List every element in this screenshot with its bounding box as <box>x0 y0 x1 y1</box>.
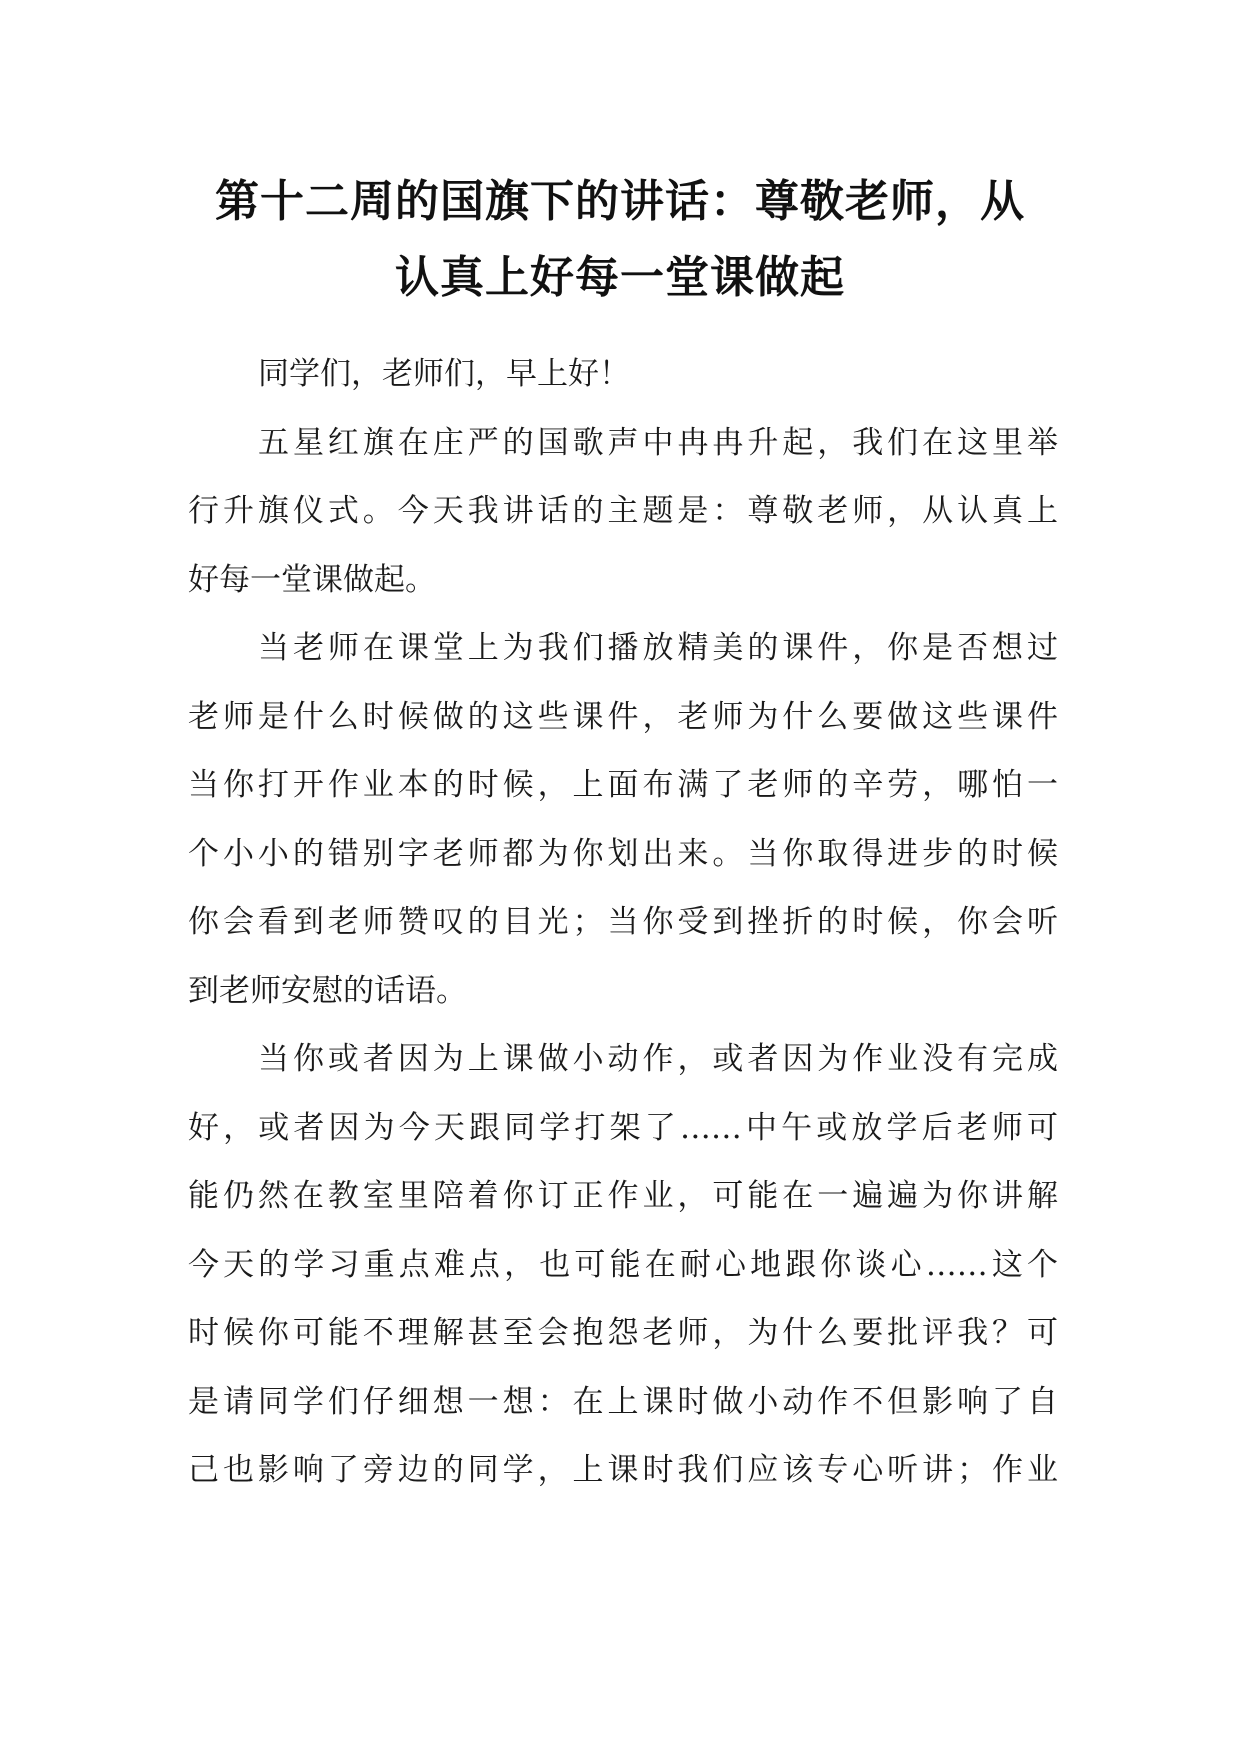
greeting-line: 同学们，老师们，早上好！ <box>258 356 630 392</box>
paragraph-line: 当你或者因为上课做小动作，或者因为作业没有完成 <box>258 1041 1058 1077</box>
paragraph-line: 时候你可能不理解甚至会抱怨老师，为什么要批评我？可 <box>188 1315 1058 1351</box>
paragraph-line: 到老师安慰的话语。 <box>188 972 467 1009</box>
document-title <box>150 164 1090 316</box>
paragraph-line: 行升旗仪式。今天我讲话的主题是：尊敬老师，从认真上 <box>188 493 1058 529</box>
paragraph-line: 老师是什么时候做的这些课件，老师为什么要做这些课件 <box>188 698 1058 735</box>
paragraph-line: 今天的学习重点难点，也可能在耐心地跟你谈心……这个 <box>188 1246 1058 1283</box>
title-line-2: 认真上好每一堂课做起 <box>395 252 845 303</box>
paragraph-line: 己也影响了旁边的同学，上课时我们应该专心听讲；作业 <box>188 1452 1058 1488</box>
paragraph-line: 你会看到老师赞叹的目光；当你受到挫折的时候，你会听 <box>188 904 1058 940</box>
paragraph-line: 五星红旗在庄严的国歌声中冉冉升起，我们在这里举 <box>258 424 1058 461</box>
paragraph-line: 是请同学们仔细想一想：在上课时做小动作不但影响了自 <box>188 1383 1058 1420</box>
title-line-1: 第十二周的国旗下的讲话：尊敬老师，从 <box>215 176 1025 227</box>
paragraph-line: 当老师在课堂上为我们播放精美的课件，你是否想过 <box>258 630 1058 666</box>
document-body <box>188 340 1058 1505</box>
paragraph-line: 能仍然在教室里陪着你订正作业，可能在一遍遍为你讲解 <box>188 1178 1058 1214</box>
paragraph-line: 好每一堂课做起。 <box>188 561 436 598</box>
paragraph-line: 个小小的错别字老师都为你划出来。当你取得进步的时候 <box>188 835 1058 872</box>
paragraph-line: 好，或者因为今天跟同学打架了……中午或放学后老师可 <box>188 1109 1058 1146</box>
paragraph-line: 当你打开作业本的时候，上面布满了老师的辛劳，哪怕一 <box>188 767 1058 803</box>
